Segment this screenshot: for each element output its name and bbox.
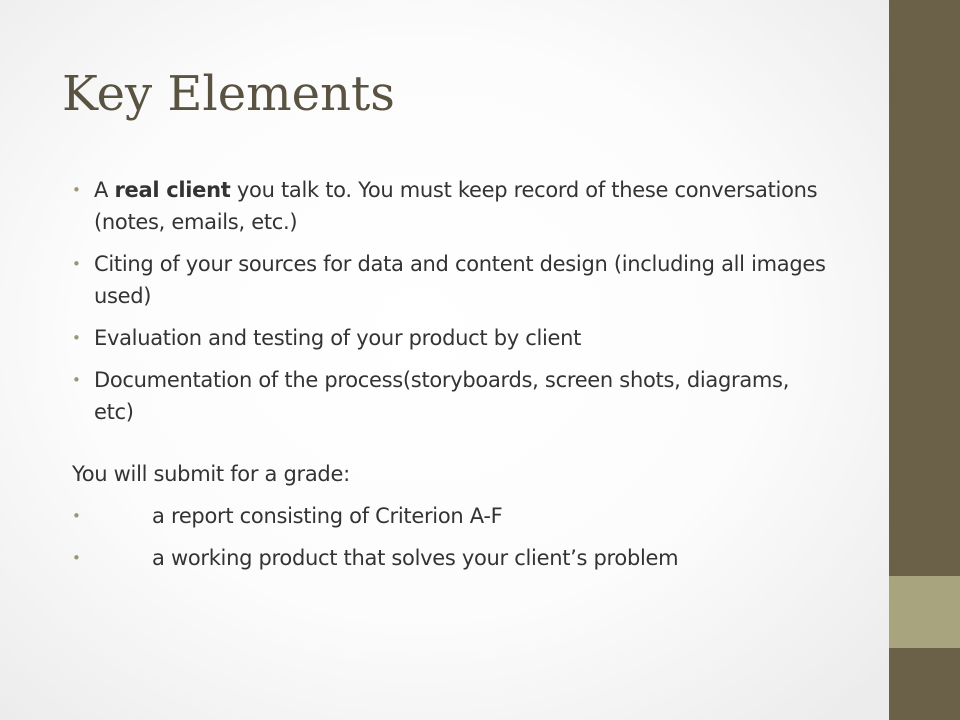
sidebar-decoration-bottom [889, 648, 960, 720]
grade-item-product [72, 542, 832, 574]
bullet-dot-icon: • [72, 255, 81, 273]
slide-content [72, 174, 832, 584]
bullet-citing-sources [72, 248, 832, 312]
bullet-dot-icon: • [72, 371, 81, 389]
bullet-dot-icon: • [72, 329, 81, 347]
bullet-text-after: you talk to. You must keep record of these conversations (notes, emails, etc.) [94, 178, 818, 234]
grade-item-report [72, 500, 832, 532]
bullet-text: Citing of your sources for data and content design (including all images used) [94, 252, 826, 308]
sidebar-decoration-accent [889, 576, 960, 648]
bullet-text-before: A [94, 178, 115, 202]
grade-heading: You will submit for a grade: [72, 462, 350, 486]
grade-items-list [72, 500, 832, 574]
grade-item-text: a working product that solves your client’s problem [152, 546, 679, 570]
bullet-text: Documentation of the process(storyboards, screen shots, diagrams, etc) [94, 368, 790, 424]
bullet-dot-icon: • [72, 549, 81, 567]
bullet-real-client [72, 174, 832, 238]
sidebar-decoration-top [889, 0, 960, 576]
bullet-dot-icon: • [72, 181, 81, 199]
slide-title: Key Elements [62, 66, 395, 122]
bullet-text: Evaluation and testing of your product by client [94, 326, 582, 350]
bullet-documentation [72, 364, 832, 428]
bullet-dot-icon: • [72, 507, 81, 525]
bullet-evaluation [72, 322, 832, 354]
key-elements-list [72, 174, 832, 428]
grade-item-text: a report consisting of Criterion A-F [152, 504, 503, 528]
bullet-bold-text: real client [114, 178, 231, 202]
